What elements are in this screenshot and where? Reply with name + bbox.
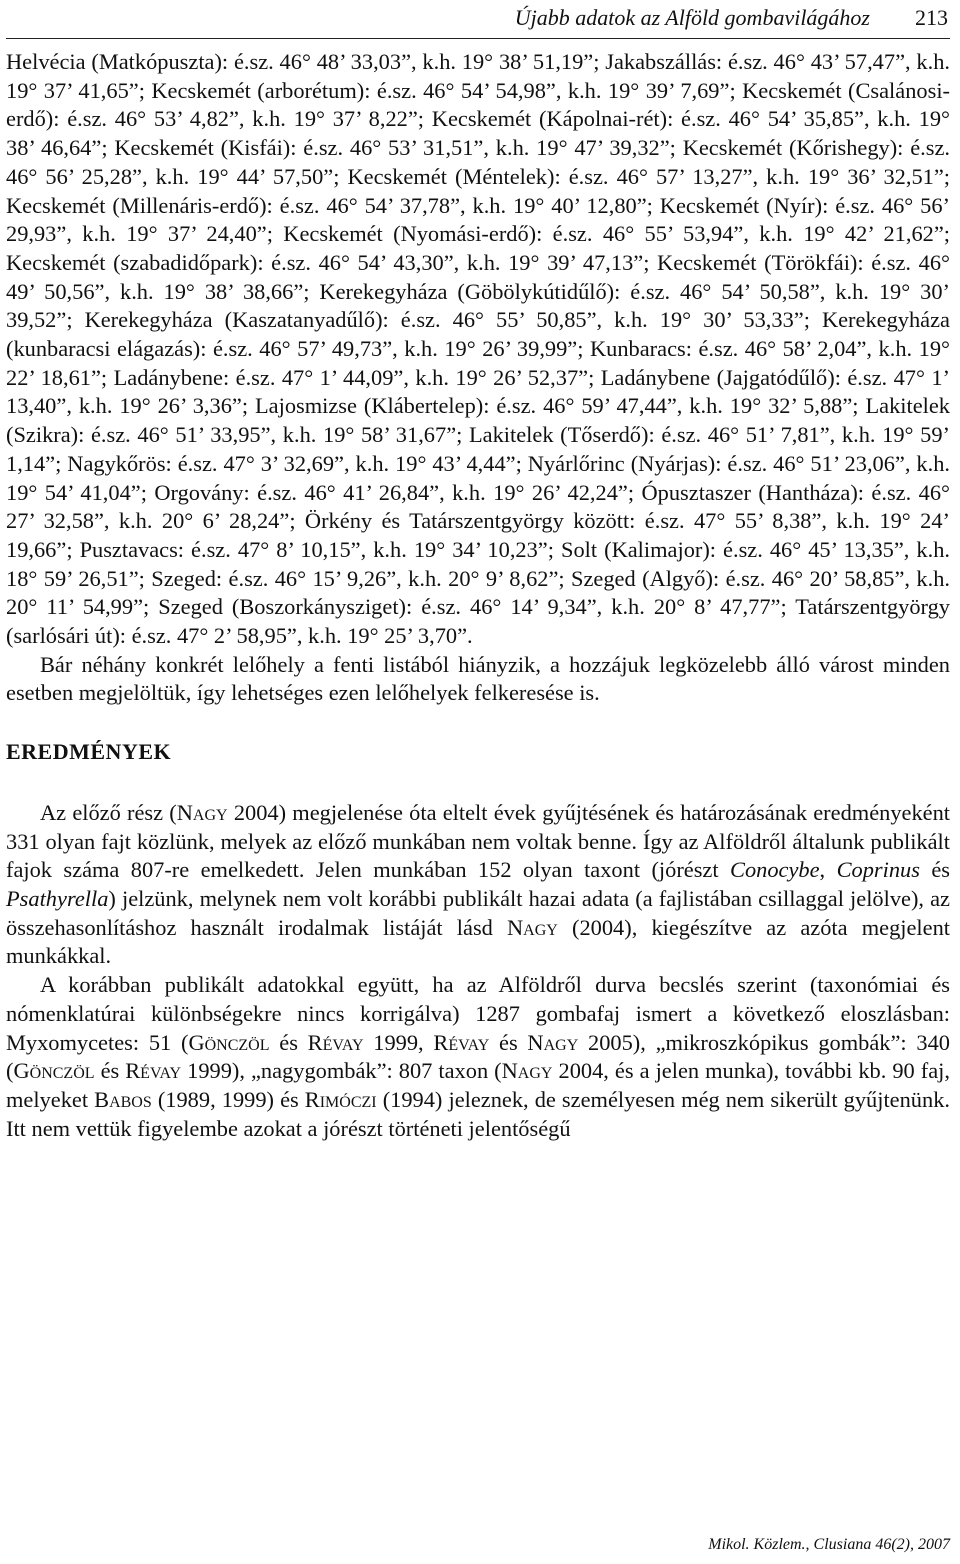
author-name: Révay: [433, 1029, 490, 1055]
text-run: 1999,: [363, 1029, 434, 1055]
author-name: Nagy: [501, 1058, 553, 1084]
author-name: Révay: [307, 1029, 364, 1055]
text-run: ) jelzünk, melynek nem volt korábbi publikált hazai adata (a fajlistában csillaggal jelölve), az összehasonlításhoz használt irodalmak listáját lásd: [6, 885, 950, 940]
page-number: 213: [915, 5, 948, 30]
genus-name: Conocybe: [730, 857, 820, 883]
text-run: és: [269, 1029, 308, 1055]
genus-name: Psathyrella: [6, 885, 109, 911]
author-name: Babos: [94, 1086, 152, 1112]
text-run: 2004) megjelenése óta eltelt évek gyűjtésének és határozásának eredményeként 331 olyan fajt közlünk, melyek az előző munkában nem voltak benne. Így az Alföldről általunk publikált fajok száma 807-re emelkedett. Jelen munkában 152 olyan taxont (jórészt: [6, 799, 951, 883]
author-name: Nagy: [176, 799, 228, 825]
missing-localities-note: Bár néhány konkrét lelőhely a fenti listából hiányzik, a hozzájuk legközelebb álló várost minden esetben megjelöltük, így lehetséges ezen lelőhelyek felkeresése is.: [6, 651, 950, 706]
author-name: Gönczöl: [188, 1029, 270, 1055]
author-name: Gönczöl: [13, 1058, 95, 1084]
text-run: 2004, és a jelen munka), további kb. 90 faj, melyeket: [6, 1058, 950, 1112]
text-run: és: [489, 1029, 528, 1055]
author-name: Nagy: [507, 914, 558, 940]
text-run: (1994) jeleznek, de személyesen még nem sikerült gyűjtenünk. Itt nem vettük figyelembe azokat a jórészt történeti jelentőségű: [6, 1086, 950, 1141]
text-run: és: [94, 1058, 126, 1084]
results-paragraph-2: [6, 971, 950, 1143]
text-run: Az előző rész (: [40, 799, 177, 825]
text-run: (1989, 1999) és: [151, 1086, 305, 1112]
text-run: 2005), „mikroszkópikus gombák”: 340 (: [6, 1029, 950, 1084]
results-paragraph-1: [6, 799, 950, 971]
text-run: ,: [819, 857, 837, 883]
section-title: EREDMÉNYEK: [6, 739, 172, 765]
journal-citation: Mikol. Közlem., Clusiana 46(2), 2007: [708, 1536, 950, 1553]
text-run: A korábban publikált adatokkal együtt, ha az Alföldről durva becslés szerint (taxonómiai és nómenklatúrai különbségekre nincs korrigálva) 1287 gombafaj ismert a következő eloszlásban: Myxomycetes: 51 (: [6, 972, 950, 1055]
author-name: Nagy: [527, 1029, 579, 1055]
page-header: [6, 0, 950, 39]
author-name: Révay: [125, 1058, 182, 1084]
text-run: és: [919, 857, 950, 883]
text-run: 1999), „nagygombák”: 807 taxon (: [181, 1058, 502, 1084]
author-name: Rimóczi: [304, 1086, 377, 1112]
text-run: (2004), kiegészítve az azóta megjelent munkákkal.: [6, 914, 950, 969]
running-title: Újabb adatok az Alföld gombavilágához: [514, 5, 870, 30]
page-body: [6, 48, 950, 1143]
genus-name: Coprinus: [836, 857, 920, 883]
localities-paragraph: Helvécia (Matkópuszta): é.sz. 46° 48’ 33,03”, k.h. 19° 38’ 51,19”; Jakabszállás: é.sz. 46° 43’ 57,47”, k.h. 19° 37’ 41,65”; Kecskemét (arborétum): é.sz. 46° 54’ 54,98”, k.h. 19° 39’ 7,69”; Kecskemét (Csalánosi-erdő): é.sz. 46° 53’ 4,82”, k.h. 19° 37’ 8,22”; Kecskemét (Kápolnai-rét): é.sz. 46° 54’ 35,85”, k.h. 19° 38’ 46,64”; Kecskemét (Kisfái): é.sz. 46° 53’ 31,51”, k.h. 19° 47’ 39,32”; Kecskemét (Kőrishegy): é.sz. 46° 56’ 25,28”, k.h. 19° 44’ 57,50”; Kecskemét (Méntelek): é.sz. 46° 57’ 13,27”, k.h. 19° 36’ 32,51”; Kecskemét (Millenáris-erdő): é.sz. 46° 54’ 37,78”, k.h. 19° 40’ 12,80”; Kecskemét (Nyír): é.sz. 46° 56’ 29,93”, k.h. 19° 37’ 24,40”; Kecskemét (Nyomási-erdő): é.sz. 46° 55’ 53,94”, k.h. 19° 42’ 21,62”; Kecskemét (szabadidőpark): é.sz. 46° 54’ 43,30”, k.h. 19° 39’ 47,13”; Kecskemét (Törökfái): é.sz. 46° 49’ 50,56”, k.h. 19° 38’ 38,66”; Kerekegyháza (Göbölykútidűlő): é.sz. 46° 54’ 50,58”, k.h. 19° 30’ 39,52”; Kerekegyháza (Kaszatanyadűlő): é.sz. 46° 55’ 50,85”, k.h. 19° 30’ 53,33”; Kerekegyháza (kunbaracsi elágazás): é.sz. 46° 57’ 49,73”, k.h. 19° 26’ 39,99”; Kunbaracs: é.sz. 46° 58’ 2,04”, k.h. 19° 22’ 18,61”; Ladánybene: é.sz. 47° 1’ 44,09”, k.h. 19° 26’ 52,37”; Ladánybene (Jajgatódűlő): é.sz. 47° 1’ 13,40”, k.h. 19° 26’ 3,36”; Lajosmizse (Klábertelep): é.sz. 46° 59’ 47,44”, k.h. 19° 32’ 5,88”; Lakitelek (Szikra): é.sz. 46° 51’ 33,95”, k.h. 19° 58’ 31,67”; Lakitelek (Tőserdő): é.sz. 46° 51’ 7,81”, k.h. 19° 59’ 1,14”; Nagykőrös: é.sz. 47° 3’ 32,69”, k.h. 19° 43’ 4,44”; Nyárlőrinc (Nyárjas): é.sz. 46° 51’ 23,06”, k.h. 19° 54’ 41,04”; Orgovány: é.sz. 46° 41’ 26,84”, k.h. 19° 26’ 42,24”; Ópusztaszer (Hantháza): é.sz. 46° 27’ 32,58”, k.h. 20° 6’ 28,24”; Örkény és Tatárszentgyörgy között: é.sz. 47° 55’ 8,38”, k.h. 19° 24’ 19,66”; Pusztavacs: é.sz. 47° 8’ 10,15”, k.h. 19° 34’ 10,23”; Solt (Kalimajor): é.sz. 46° 45’ 13,35”, k.h. 18° 59’ 26,51”; Szeged: é.sz. 46° 15’ 9,26”, k.h. 20° 9’ 8,62”; Szeged (Algyő): é.sz. 46° 20’ 58,85”, k.h. 20° 11’ 54,99”; Szeged (Boszorkánysziget): é.sz. 46° 14’ 9,34”, k.h. 20° 8’ 47,77”; Tatárszentgyörgy (sarlósári út): é.sz. 47° 2’ 58,95”, k.h. 19° 25’ 3,70”.: [6, 49, 950, 649]
